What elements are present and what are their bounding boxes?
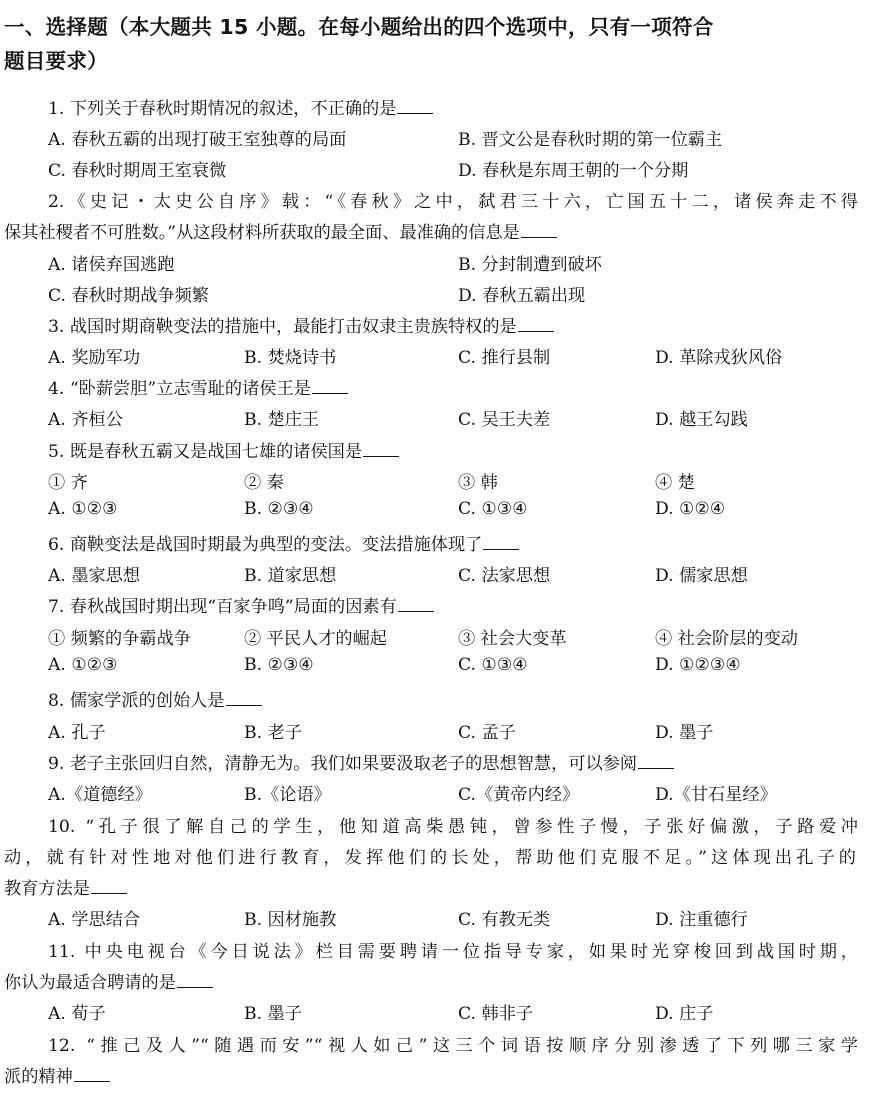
question-12-stem-line2: 派的精神 bbox=[4, 1062, 110, 1087]
question-2-stem-line2: 保其社稷者不可胜数。”从这段材料所获取的最全面、最准确的信息是 bbox=[4, 218, 557, 243]
q3-option-b: B. 焚烧诗书 bbox=[244, 348, 337, 368]
q7-option-d: D. ①②③④ bbox=[655, 655, 741, 675]
answer-blank bbox=[226, 704, 262, 706]
q2-option-b: B. 分封制遭到破坏 bbox=[458, 255, 602, 275]
question-6-stem: 6. 商鞅变法是战国时期最为典型的变法。变法措施体现了 bbox=[48, 530, 519, 555]
answer-blank bbox=[638, 767, 674, 769]
q1-option-b: B. 晋文公是春秋时期的第一位霸主 bbox=[458, 130, 723, 150]
answer-blank bbox=[312, 392, 348, 394]
q3-option-a: A. 奖励军功 bbox=[48, 348, 141, 368]
q1-option-a: A. 春秋五霸的出现打破王室独尊的局面 bbox=[48, 130, 347, 150]
q7-option-a: A. ①②③ bbox=[48, 655, 118, 675]
q8-option-a: A. 孔子 bbox=[48, 723, 106, 743]
q5-item-1: ① 齐 bbox=[48, 473, 88, 493]
q8-option-b: B. 老子 bbox=[244, 723, 302, 743]
q11-option-a: A. 荀子 bbox=[48, 1004, 106, 1024]
question-10-stem-line1: 10. “孔子很了解自己的学生，他知道高柴愚钝，曾参性子慢，子张好偏激，子路爱冲 bbox=[48, 817, 858, 837]
q6-option-b: B. 道家思想 bbox=[244, 566, 337, 586]
q8-option-c: C. 孟子 bbox=[458, 723, 516, 743]
question-2-stem-line1: 2.《史记・太史公自序》载：“《春秋》之中，弑君三十六，亡国五十二，诸侯奔走不得 bbox=[48, 192, 858, 212]
section-heading-line1: 一、选择题（本大题共 15 小题。在每小题给出的四个选项中，只有一项符合 bbox=[4, 15, 714, 39]
q5-option-b: B. ②③④ bbox=[244, 499, 314, 519]
q6-option-d: D. 儒家思想 bbox=[655, 566, 748, 586]
q11-option-c: C. 韩非子 bbox=[458, 1004, 534, 1024]
question-10-stem-line2: 动，就有针对性地对他们进行教育，发挥他们的长处，帮助他们克服不足。”这体现出孔子的 bbox=[4, 848, 856, 868]
question-3-stem: 3. 战国时期商鞅变法的措施中，最能打击奴隶主贵族特权的是 bbox=[48, 312, 554, 337]
q5-option-a: A. ①②③ bbox=[48, 499, 118, 519]
q5-item-2: ② 秦 bbox=[244, 473, 284, 493]
q5-item-4: ④ 楚 bbox=[655, 473, 695, 493]
q7-item-4: ④ 社会阶层的变动 bbox=[655, 629, 798, 649]
answer-blank bbox=[398, 610, 434, 612]
answer-blank bbox=[483, 548, 519, 550]
section-heading bbox=[4, 10, 874, 78]
answer-blank bbox=[74, 1080, 110, 1082]
q9-option-c: C.《黄帝内经》 bbox=[458, 785, 580, 805]
q2-option-d: D. 春秋五霸出现 bbox=[458, 286, 586, 306]
q7-option-c: C. ①③④ bbox=[458, 655, 528, 675]
q6-option-c: C. 法家思想 bbox=[458, 566, 551, 586]
answer-blank bbox=[363, 455, 399, 457]
question-1-stem: 1. 下列关于春秋时期情况的叙述，不正确的是 bbox=[48, 94, 433, 119]
q5-option-d: D. ①②④ bbox=[655, 499, 726, 519]
q10-option-d: D. 注重德行 bbox=[655, 910, 748, 930]
question-10-stem-line3: 教育方法是 bbox=[4, 874, 127, 899]
q9-option-a: A.《道德经》 bbox=[48, 785, 152, 805]
q4-option-b: B. 楚庄王 bbox=[244, 410, 320, 430]
q10-option-a: A. 学思结合 bbox=[48, 910, 141, 930]
q11-option-b: B. 墨子 bbox=[244, 1004, 302, 1024]
q8-option-d: D. 墨子 bbox=[655, 723, 714, 743]
section-heading-line2: 题目要求） bbox=[4, 49, 108, 73]
question-5-stem: 5. 既是春秋五霸又是战国七雄的诸侯国是 bbox=[48, 437, 399, 462]
q3-option-d: D. 革除戎狄风俗 bbox=[655, 348, 783, 368]
q9-option-b: B.《论语》 bbox=[244, 785, 331, 805]
q1-option-c: C. 春秋时期周王室衰微 bbox=[48, 161, 227, 181]
question-4-stem: 4. “卧薪尝胆”立志雪耻的诸侯王是 bbox=[48, 374, 348, 399]
q11-option-d: D. 庄子 bbox=[655, 1004, 714, 1024]
q5-option-c: C. ①③④ bbox=[458, 499, 528, 519]
q6-option-a: A. 墨家思想 bbox=[48, 566, 141, 586]
question-9-stem: 9. 老子主张回归自然，清静无为。我们如果要汲取老子的思想智慧，可以参阅 bbox=[48, 749, 674, 774]
q10-option-b: B. 因材施教 bbox=[244, 910, 337, 930]
question-8-stem: 8. 儒家学派的创始人是 bbox=[48, 686, 262, 711]
q3-option-c: C. 推行县制 bbox=[458, 348, 551, 368]
q7-item-2: ② 平民人才的崛起 bbox=[244, 629, 387, 649]
q7-item-1: ① 频繁的争霸战争 bbox=[48, 629, 191, 649]
q4-option-c: C. 吴王夫差 bbox=[458, 410, 551, 430]
answer-blank bbox=[521, 236, 557, 238]
answer-blank bbox=[397, 112, 433, 114]
q7-item-3: ③ 社会大变革 bbox=[458, 629, 567, 649]
q2-option-c: C. 春秋时期战争频繁 bbox=[48, 286, 209, 306]
q1-option-d: D. 春秋是东周王朝的一个分期 bbox=[458, 161, 689, 181]
answer-blank bbox=[177, 986, 213, 988]
q4-option-d: D. 越王勾践 bbox=[655, 410, 748, 430]
answer-blank bbox=[518, 330, 554, 332]
q10-option-c: C. 有教无类 bbox=[458, 910, 551, 930]
question-11-stem-line2: 你认为最适合聘请的是 bbox=[4, 968, 213, 993]
answer-blank bbox=[91, 892, 127, 894]
question-12-stem-line1: 12. “推己及人”“随遇而安”“视人如己”这三个词语按顺序分别渗透了下列哪三家学 bbox=[48, 1036, 858, 1056]
question-7-stem: 7. 春秋战国时期出现“百家争鸣”局面的因素有 bbox=[48, 592, 434, 617]
q7-option-b: B. ②③④ bbox=[244, 655, 314, 675]
q5-item-3: ③ 韩 bbox=[458, 473, 498, 493]
q4-option-a: A. 齐桓公 bbox=[48, 410, 123, 430]
q2-option-a: A. 诸侯弃国逃跑 bbox=[48, 255, 175, 275]
question-11-stem-line1: 11. 中央电视台《今日说法》栏目需要聘请一位指导专家，如果时光穿梭回到战国时期， bbox=[48, 942, 858, 962]
q9-option-d: D.《甘石星经》 bbox=[655, 785, 777, 805]
